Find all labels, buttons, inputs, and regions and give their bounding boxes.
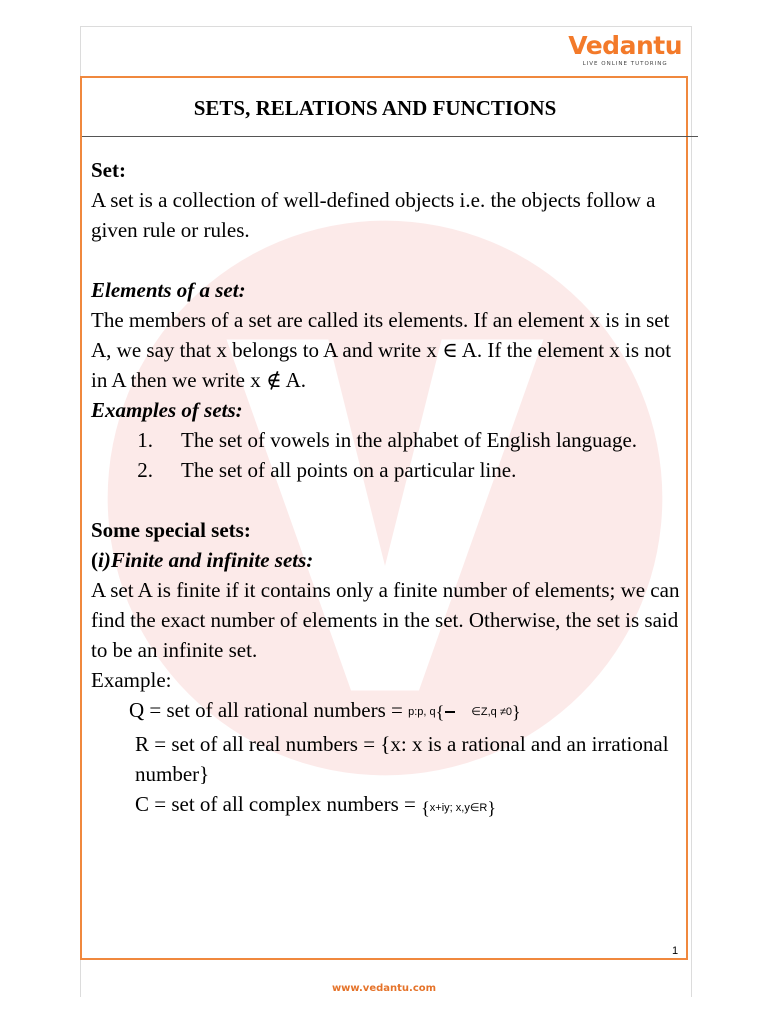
real-numbers-line: R = set of all real numbers = {x: x is a rational and an irrational number} [135, 732, 669, 787]
special-sets-heading: Some special sets: [91, 518, 251, 542]
document-title: SETS, RELATIONS AND FUNCTIONS [193, 96, 557, 120]
set-heading: Set: [91, 158, 126, 182]
elements-definition: The members of a set are called its elements. If an element x is in set A, we say that x belongs to A and write x ∈ A. If the element x is not in A then we write x ∉ A. [91, 308, 672, 392]
list-item-number: 2. [137, 458, 153, 482]
examples-heading: Examples of sets: [91, 398, 243, 422]
elements-heading: Elements of a set: [91, 278, 246, 302]
set-definition: A set is a collection of well-defined objects i.e. the objects follow a given rule or rules. [91, 188, 656, 242]
list-item-text: The set of vowels in the alphabet of English language. [181, 428, 638, 452]
complex-set-notation: {x+iy; x,y∈R} [421, 798, 496, 819]
page-number: 1 [672, 945, 679, 957]
example-label: Example: [91, 668, 172, 692]
finite-heading: (i)Finite and infinite sets: [91, 548, 314, 572]
finite-definition: A set A is finite if it contains only a finite number of elements; we can find the exact number of elements in the set. Otherwise, the set is said to be an infinite set. [91, 578, 680, 662]
title-divider [82, 136, 698, 137]
list-item [91, 425, 681, 455]
document-body [91, 155, 681, 823]
list-item-text: The set of all points on a particular line. [181, 458, 517, 482]
logo-tagline: LIVE ONLINE TUTORING [582, 61, 668, 67]
examples-list [91, 425, 681, 485]
rational-set-notation: p:p, q{ ∈Z,q ≠0} [408, 702, 521, 723]
rational-numbers-line: Q = set of all rational numbers = p:p, q{ ∈Z,q ≠0} [91, 695, 681, 729]
vedantu-logo [568, 32, 682, 67]
footer-url: www.vedantu.com [331, 983, 437, 994]
logo-wordmark: Vedantu [568, 31, 682, 60]
list-item-number: 1. [137, 428, 153, 452]
list-item [91, 455, 681, 485]
complex-numbers-line: C = set of all complex numbers = {x+iy; x,y∈R} [135, 792, 496, 819]
